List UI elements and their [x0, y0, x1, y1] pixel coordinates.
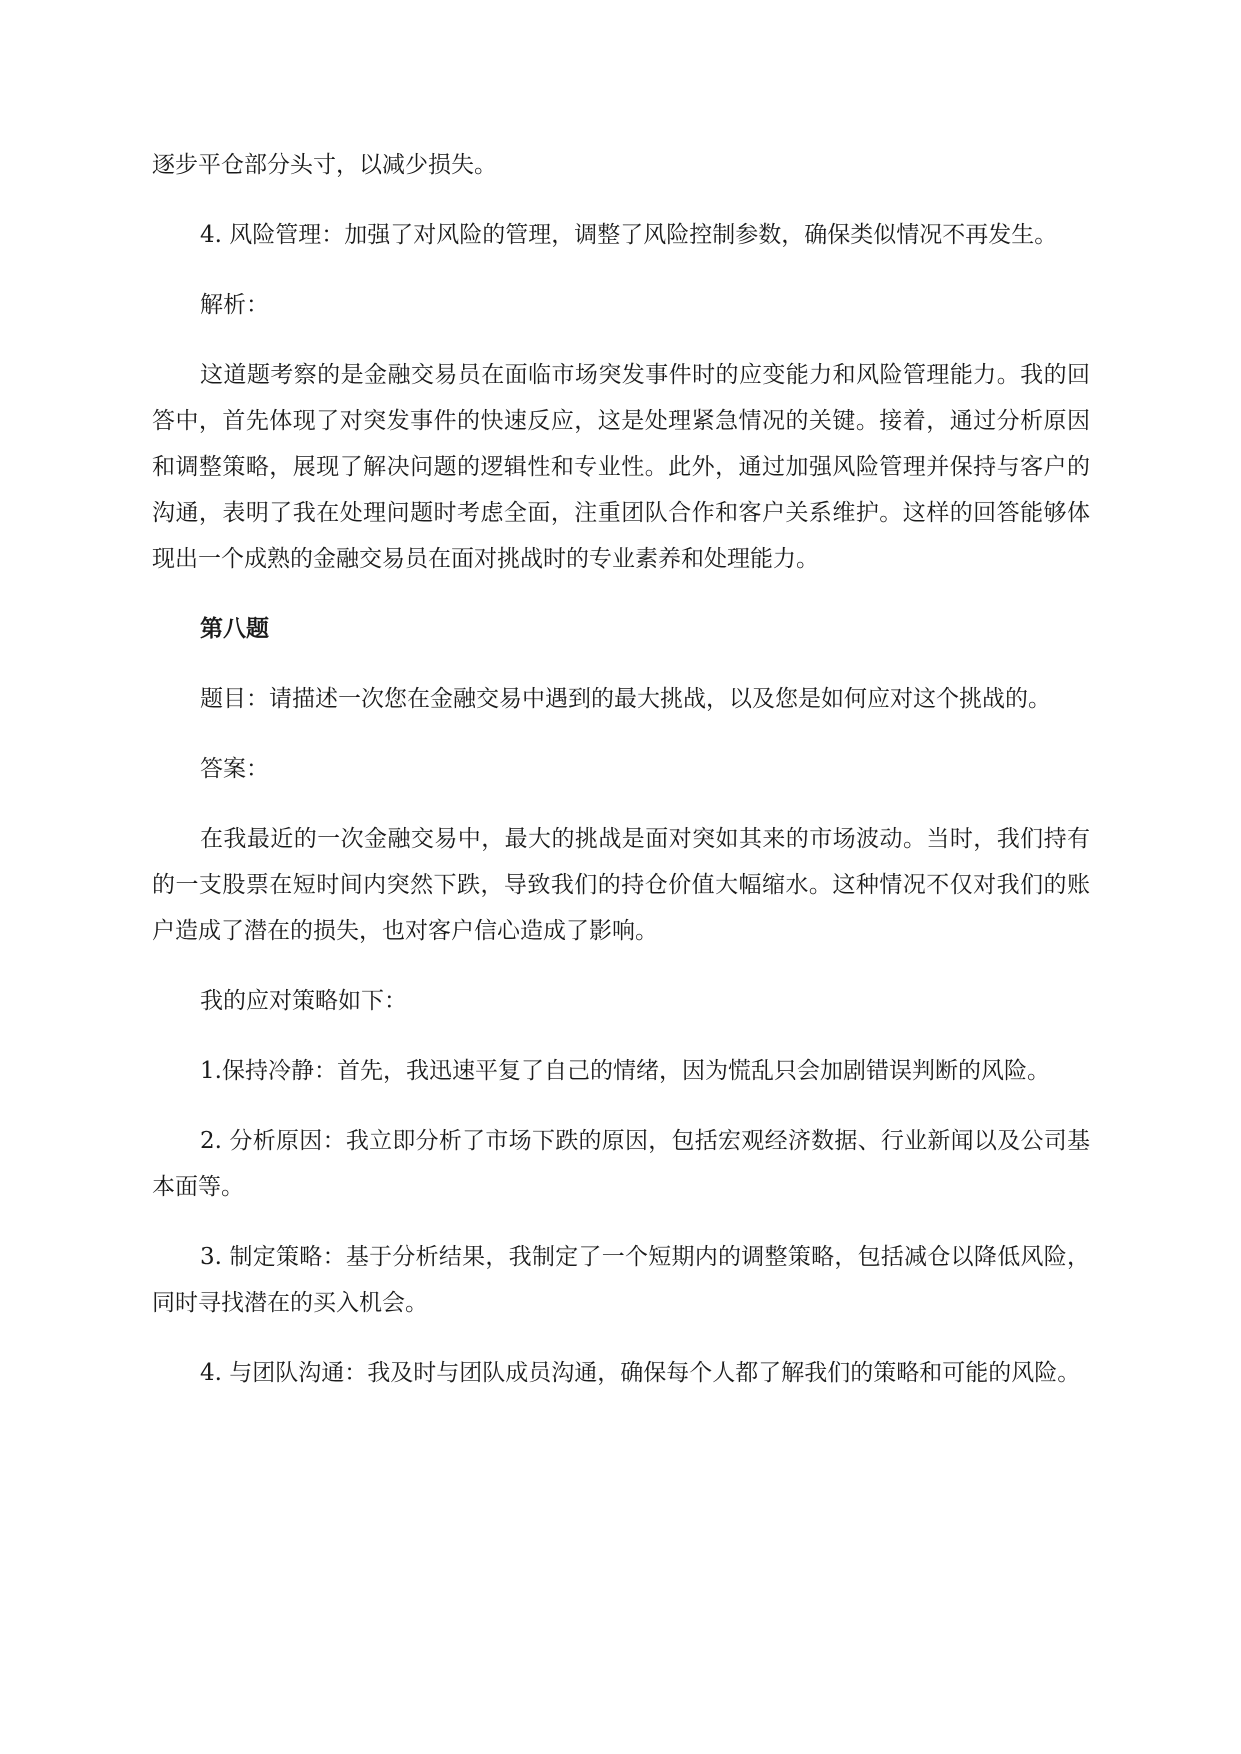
paragraph-strategy-intro: 我的应对策略如下： — [200, 988, 407, 1014]
paragraph-answer: 在我最近的一次金融交易中，最大的挑战是面对突如其来的市场波动。当时，我们持有的一支股票在短时间内突然下跌，导致我们的持仓价值大幅缩水。这种情况不仅对我们的账户造成了潜在的损失，也对客户信心造成了影响。 — [152, 826, 1090, 944]
paragraph-question: 题目：请描述一次您在金融交易中遇到的最大挑战，以及您是如何应对这个挑战的。 — [200, 686, 1051, 712]
list-item-analyze-causes: 2. 分析原因：我立即分析了市场下跌的原因，包括宏观经济数据、行业新闻以及公司基本面等。 — [152, 1128, 1090, 1200]
paragraph-analysis: 这道题考察的是金融交易员在面临市场突发事件时的应变能力和风险管理能力。我的回答中，首先体现了对突发事件的快速反应，这是处理紧急情况的关键。接着，通过分析原因和调整策略，展现了解决问题的逻辑性和专业性。此外，通过加强风险管理并保持与客户的沟通，表明了我在处理问题时考虑全面，注重团队合作和客户关系维护。这样的回答能够体现出一个成熟的金融交易员在面对挑战时的专业素养和处理能力。 — [152, 362, 1090, 572]
list-item-make-strategy: 3. 制定策略：基于分析结果，我制定了一个短期内的调整策略，包括减仓以降低风险，同时寻找潜在的买入机会。 — [152, 1244, 1090, 1316]
list-item-team-communication: 4. 与团队沟通：我及时与团队成员沟通，确保每个人都了解我们的策略和可能的风险。 — [200, 1360, 1081, 1386]
paragraph-analysis-label: 解析： — [200, 292, 269, 318]
question-heading: 第八题 — [200, 616, 269, 642]
document-body — [152, 142, 1090, 1420]
paragraph-continuation: 逐步平仓部分头寸，以减少损失。 — [152, 152, 497, 178]
list-item-stay-calm: 1.保持冷静：首先，我迅速平复了自己的情绪，因为慌乱只会加剧错误判断的风险。 — [200, 1058, 1050, 1084]
paragraph-answer-label: 答案： — [200, 756, 269, 782]
paragraph-risk-management: 4. 风险管理：加强了对风险的管理，调整了风险控制参数，确保类似情况不再发生。 — [200, 222, 1058, 248]
